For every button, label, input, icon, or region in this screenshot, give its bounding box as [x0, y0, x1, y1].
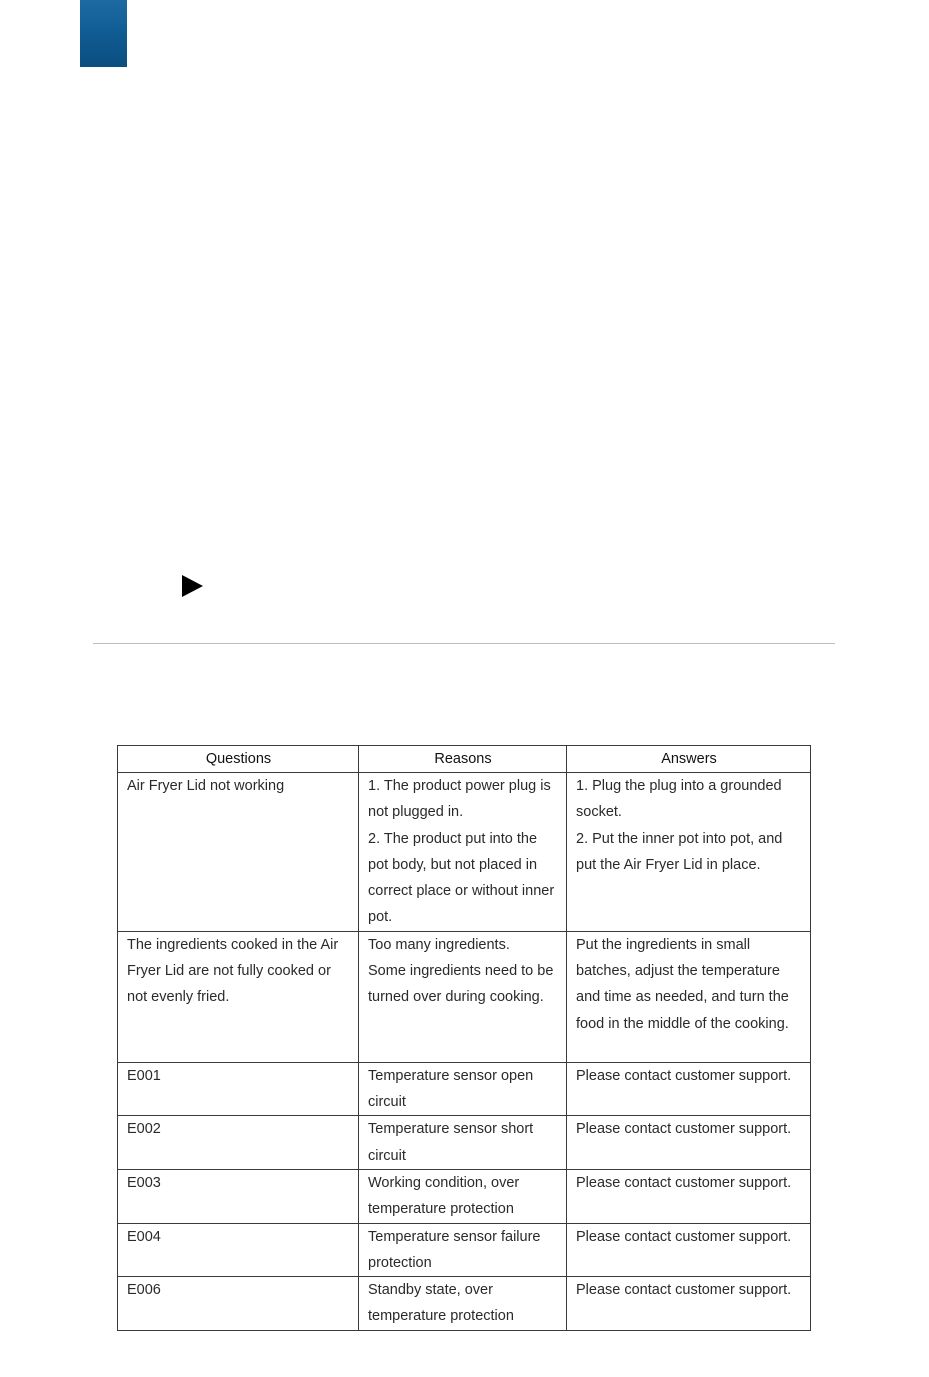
answer-text: Please contact customer support. — [576, 1282, 792, 1299]
answer-cell — [567, 1116, 811, 1170]
answer-cell — [567, 773, 811, 932]
table-row — [118, 931, 811, 1062]
play-triangle-icon — [182, 575, 203, 597]
question-cell — [118, 1169, 359, 1223]
reason-text: Some ingredients need to be turned over during cooking. — [368, 963, 558, 1006]
question-cell — [118, 1277, 359, 1331]
reason-cell — [359, 931, 567, 1062]
answer-cell — [567, 1223, 811, 1277]
reason-text: Temperature sensor open circuit — [368, 1067, 538, 1111]
question-text: The ingredients cooked in the Air Fryer Lid are not fully cooked or not evenly fried. — [127, 936, 343, 1006]
question-cell — [118, 1062, 359, 1116]
question-text: E006 — [127, 1282, 161, 1299]
reason-text: Temperature sensor failure protection — [368, 1228, 545, 1271]
reason-cell — [359, 1062, 567, 1116]
reason-cell — [359, 773, 567, 932]
reason-text: Temperature sensor short circuit — [368, 1121, 538, 1164]
header-reasons: Reasons — [359, 746, 567, 773]
header-answers: Answers — [567, 746, 811, 773]
answer-text: Please contact customer support. — [576, 1067, 792, 1084]
answer-cell — [567, 1062, 811, 1116]
header-questions: Questions — [118, 746, 359, 773]
reason-text: 2. The product put into the pot body, but not placed in correct place or without inner pot. — [368, 830, 559, 926]
table-row — [118, 1062, 811, 1116]
answer-cell — [567, 1169, 811, 1223]
reason-text: 1. The product power plug is not plugged in. — [368, 778, 555, 821]
table-row — [118, 1169, 811, 1223]
question-cell — [118, 1223, 359, 1277]
answer-cell — [567, 1277, 811, 1331]
answer-text: Please contact customer support. — [576, 1228, 792, 1245]
answer-cell — [567, 931, 811, 1062]
reason-cell — [359, 1223, 567, 1277]
answer-text: Put the ingredients in small batches, adjust the temperature and time as needed, and turn the food in the middle of the cooking. — [576, 936, 793, 1032]
table-row — [118, 773, 811, 932]
table-row — [118, 1116, 811, 1170]
answer-text: Please contact customer support. — [576, 1174, 792, 1191]
reason-cell — [359, 1277, 567, 1331]
question-text: E001 — [127, 1067, 161, 1084]
answer-text: Please contact customer support. — [576, 1121, 792, 1138]
table-row — [118, 1277, 811, 1331]
reason-cell — [359, 1116, 567, 1170]
corner-tab-decoration — [80, 0, 127, 67]
troubleshooting-table — [117, 745, 811, 1331]
question-cell — [118, 1116, 359, 1170]
answer-text: 1. Plug the plug into a grounded socket. — [576, 778, 786, 821]
question-cell — [118, 773, 359, 932]
reason-text: Too many ingredients. — [368, 936, 510, 953]
reason-cell — [359, 1169, 567, 1223]
table-row — [118, 1223, 811, 1277]
question-text: E004 — [127, 1228, 161, 1245]
answer-text: 2. Put the inner pot into pot, and put the Air Fryer Lid in place. — [576, 830, 787, 873]
reason-text: Standby state, over temperature protection — [368, 1282, 514, 1325]
question-text: Air Fryer Lid not working — [127, 778, 285, 794]
question-text: E003 — [127, 1174, 161, 1191]
reason-text: Working condition, over temperature protection — [368, 1174, 524, 1218]
question-cell — [118, 931, 359, 1062]
question-text: E002 — [127, 1121, 161, 1138]
section-divider — [93, 643, 835, 644]
table-header-row — [118, 746, 811, 773]
